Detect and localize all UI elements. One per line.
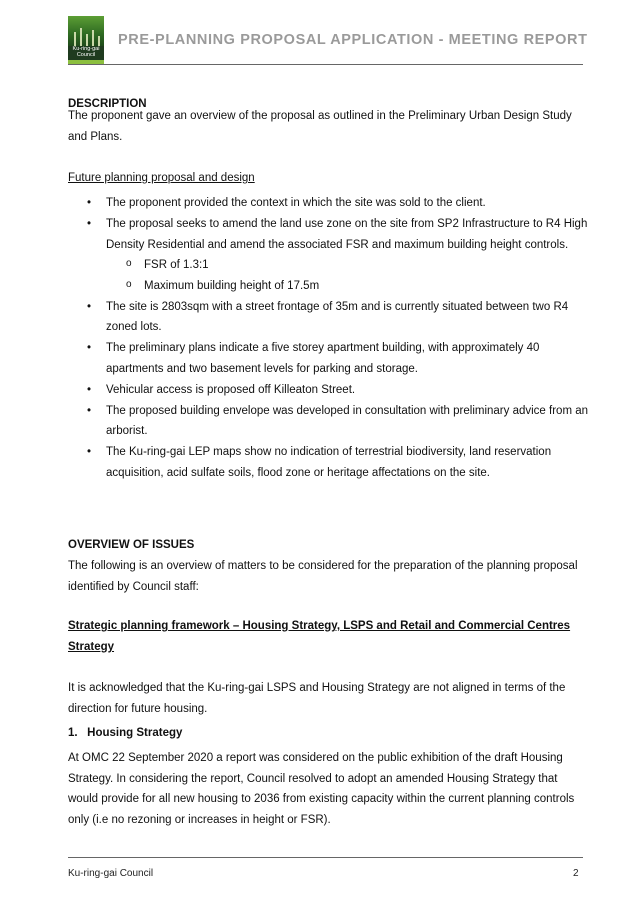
list-item: • The proponent provided the context in which the site was sold to the client. [68, 193, 593, 214]
description-heading: DESCRIPTION [68, 98, 147, 110]
sub-bullet-list [106, 255, 593, 296]
page-number: 2 [573, 868, 579, 879]
list-item: • The proposal seeks to amend the land use zone on the site from SP2 Infrastructure to R4 High Density Residential and amend the associated FSR and maximum building height controls. o FSR of 1.3:1 o Maximum building height of 17.5m [68, 214, 593, 296]
council-logo [68, 16, 104, 64]
housing-text: At OMC 22 September 2020 a report was considered on the public exhibition of the draft Housing Strategy. In considering the report, Council resolved to adopt an amended Housing Strategy that would provide for all new housing to 2036 from existing capacity within the current planning controls only (i.e no rezoning or increases in height or FSR). [68, 752, 575, 826]
report-title: PRE-PLANNING PROPOSAL APPLICATION - MEETING REPORT [118, 32, 588, 48]
logo-text: Ku-ring-gai Council [72, 46, 100, 58]
strategic-text: It is acknowledged that the Ku-ring-gai LSPS and Housing Strategy are not aligned in terms of the direction for future housing. [68, 682, 566, 715]
overview-text: The following is an overview of matters to be considered for the preparation of the planning proposal identified by Council staff: [68, 560, 578, 593]
list-item: • The preliminary plans indicate a five storey apartment building, with approximately 40 apartments and two basement levels for parking and storage. [68, 338, 593, 379]
footer-org-name: Ku-ring-gai Council [68, 868, 154, 879]
overview-heading: OVERVIEW OF ISSUES [68, 539, 195, 551]
future-heading: Future planning proposal and design [68, 172, 255, 184]
description-text: The proponent gave an overview of the proposal as outlined in the Preliminary Urban Design Study and Plans. [68, 110, 572, 143]
future-bullet-list [68, 193, 593, 484]
strategic-heading: Strategic planning framework – Housing Strategy, LSPS and Retail and Commercial Centres Strategy [68, 620, 571, 653]
housing-heading: 1. Housing Strategy [68, 727, 183, 739]
sub-list-item: o Maximum building height of 17.5m [106, 276, 593, 297]
list-item: • Vehicular access is proposed off Killeaton Street. [68, 380, 593, 401]
list-item: • The proposed building envelope was developed in consultation with preliminary advice from an arborist. [68, 401, 593, 442]
footer-divider [68, 857, 583, 858]
list-item: • The Ku-ring-gai LEP maps show no indication of terrestrial biodiversity, land reservation acquisition, acid sulfate soils, flood zone or heritage affectations on the site. [68, 442, 593, 483]
list-item: • The site is 2803sqm with a street frontage of 35m and is currently situated between two R4 zoned lots. [68, 297, 593, 338]
sub-list-item: o FSR of 1.3:1 [106, 255, 593, 276]
header-divider [68, 64, 583, 65]
